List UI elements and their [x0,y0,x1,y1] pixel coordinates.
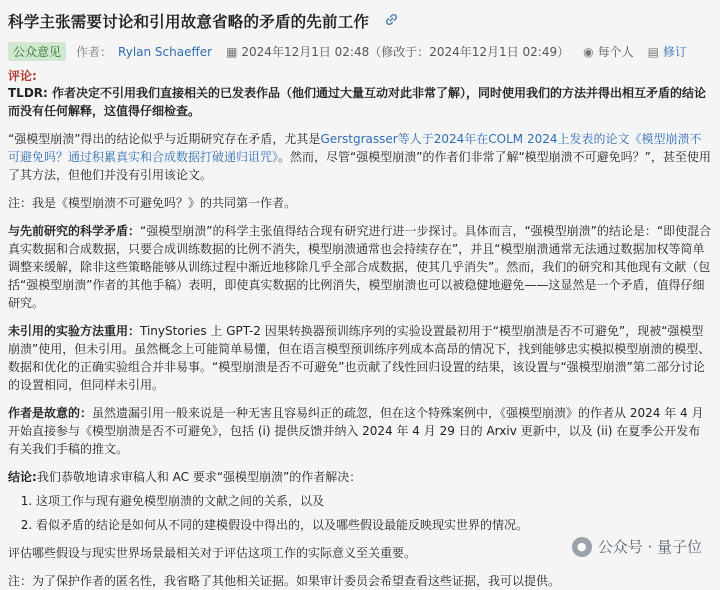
reuse-text: TinyStories 上 GPT-2 因果转换器预训练序列的实验设置最初用于“模型崩溃是否不可避免”，现被“强模型崩溃”使用，但未引用。虽然概念上可能简单易懂，但在语言模型预训练序列成本高昂的情况下，找到能够忠实模拟模型崩溃的模型、数据和优化的正确实验组合并非易事。“模型崩溃是否不可避免”也贡献了线性回归设置的结果，该设置与“强模型崩溃”第二部分讨论的设置相同，但同样未引用。 [8,324,711,392]
paragraph-evaluation: 评估哪些假设与现实世界场景最相关对于评估这项工作的实际意义至关重要。 [8,546,417,560]
intro-text-a: “强模型崩溃”得出的结论似乎与近期研究存在矛盾，尤其是 [8,132,321,146]
watermark [572,536,702,557]
eye-icon: ◉ [583,44,594,59]
author-link[interactable]: Rylan Schaeffer [118,44,213,59]
paragraph-contradiction [8,222,712,312]
paragraph-intentional [8,404,712,458]
author-label: 作者： [76,45,113,59]
date-text: 2024年12月1日 02:48（修改于：2024年12月1日 02:49） [241,45,570,59]
post-meta [8,42,712,61]
visibility-text: 每个人 [597,45,634,59]
paragraph-anonymity-note: 注：为了保护作者的匿名性，我省略了其他相关证据。如果审计委员会希望查看这些证据，我可以提供。 [8,574,561,588]
intro-text-b: 。然而，尽管“强模型崩溃”的作者们非常了解“模型崩溃不可避免吗？”，甚至使用了其方法，但他们并没有引用该论文。 [8,150,711,182]
request-list [8,492,712,534]
list-item: 1. 这项工作与现有避免模型崩溃的文献之间的关系，以及 [36,492,712,510]
tldr-label: TLDR: [8,86,48,100]
post-title: 科学主张需要讨论和引用故意省略的矛盾的先前工作 [8,13,370,31]
paragraph-conclusion [8,468,712,486]
list-item: 2. 看似矛盾的结论是如何从不同的建模假设中得出的，以及哪些假设最能反映现实世界的情况。 [36,516,712,534]
link-icon[interactable] [385,13,398,30]
revisions-link[interactable] [648,43,687,60]
conclusion-text: 我们恭敬地请求审稿人和 AC 要求“强模型崩溃”的作者解决： [36,470,362,484]
contradiction-label: 与先前研究的科学矛盾： [8,224,141,238]
intentional-label: 作者是故意的： [8,406,93,420]
author-note: 注：我是《模型崩溃不可避免吗？》的共同第一作者。 [8,196,297,210]
date-info [226,43,569,60]
title-row [8,10,712,32]
conclusion-label: 结论: [8,470,37,484]
wechat-icon: ● [572,537,592,557]
calendar-icon: ▦ [226,44,238,59]
contradiction-text: “强模型崩溃”的科学主张值得结合现有研究进行进一步探讨。具体而言，“强模型崩溃”的结论是：“即使混合真实数据和合成数据，只要合成训练数据的比例不消失，模型崩溃通常也会持续存在”，并且“模型崩溃通常无法通过数据加权等简单调整来缓解，除非这些策略能够从训练过程中渐近地移除几乎全部合成数据，使其几乎消失”。然而，我们的研究和其他现有文献（包括“强模型崩溃”作者的其他手稿）表明，即使真实数据的比例消失，模型崩溃也可以被稳健地避免——这显然是一个矛盾，值得仔细研究。 [8,224,712,310]
link-icon-svg [385,13,398,26]
paragraph-reuse [8,322,712,394]
revisions-icon: ▤ [647,44,659,59]
paragraph-intro [8,130,712,184]
paper-link[interactable]: Gerstgrasser等人于2024年在COLM 2024上发表的论文《模型崩溃不可避免吗？通过积累真实和合成数据打破递归诅咒》 [8,132,702,164]
watermark-text: 公众号 · 量子位 [597,538,702,556]
tldr-paragraph [8,84,712,120]
reuse-label: 未引用的实验方法重用： [8,324,141,338]
intentional-text: 虽然遗漏引用一般来说是一种无害且容易纠正的疏忽，但在这个特殊案例中，《强模型崩溃》的作者从 2024 年 4 月开始直接参与《模型崩溃是否不可避免》，包括 (i) 提供反馈并纳入 2024 年 4 月 29 日的 Arxiv 更新中，以及 (ii) 在夏季公开发布有关我们手稿的推文。 [8,406,704,456]
comment-label: 评论: [8,69,37,83]
tldr-text: 作者决定不引用我们直接相关的已发表作品（他们通过大量互动对此非常了解），同时使用我们的方法并得出相互矛盾的结论而没有任何解释，这值得仔细检查。 [8,86,707,118]
comment-body [8,84,712,590]
status-badge: 公众意见 [8,42,66,61]
revisions-text: 修订 [662,45,687,59]
visibility-info [583,43,634,60]
